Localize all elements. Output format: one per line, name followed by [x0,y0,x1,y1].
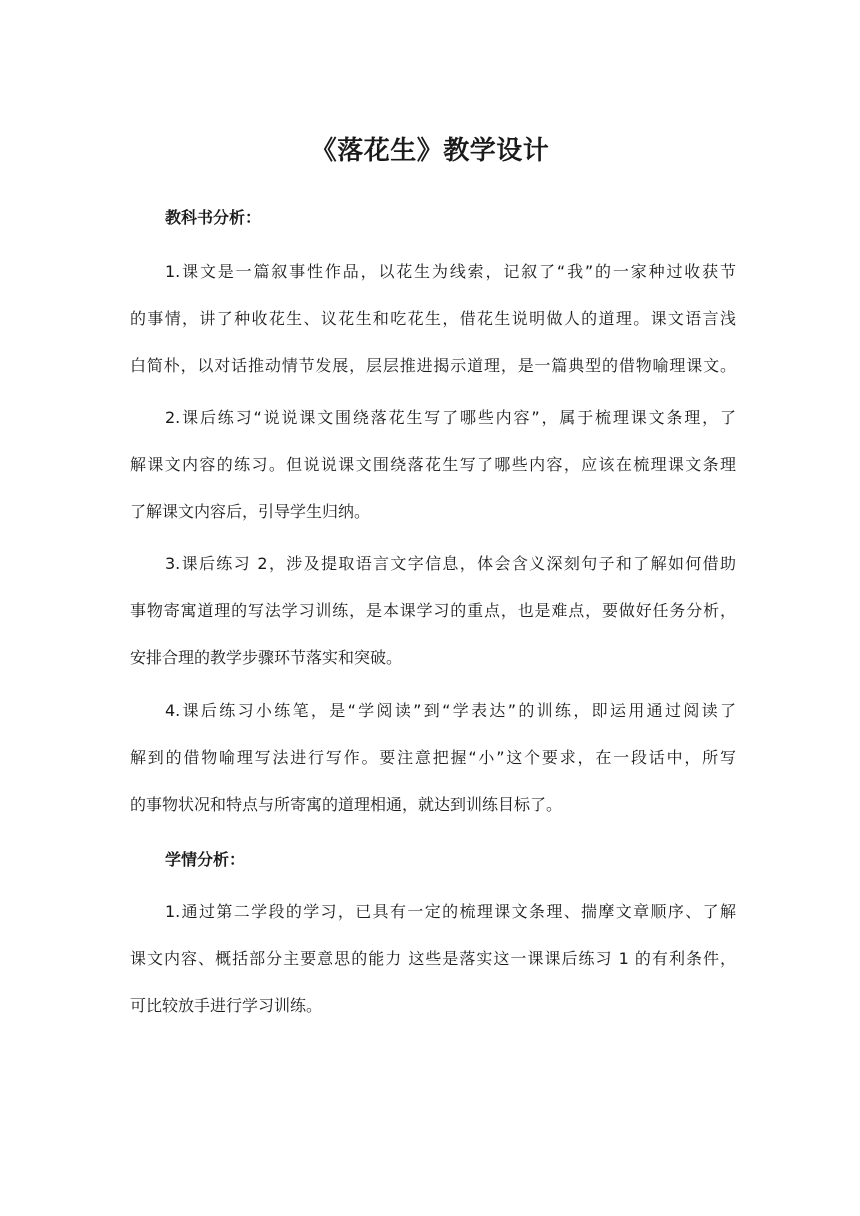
section-heading-learner-analysis: 学情分析： [165,850,246,869]
paragraph-textbook-1 [130,248,736,389]
paragraph-line: 解课文内容的练习。但说说课文围绕落花生写了哪些内容，应该在梳理课文条理 [130,455,736,474]
paragraph-line: 1.课文是一篇叙事性作品，以花生为线索，记叙了“我”的一家种过收获节 [165,262,736,281]
paragraph-line: 课文内容、概括部分主要意思的能力 这些是落实这一课课后练习 1 的有利条件， [130,949,736,968]
document-title: 《落花生》教学设计 [310,136,550,166]
paragraph-line: 的事情，讲了种收花生、议花生和吃花生，借花生说明做人的道理。课文语言浅 [130,309,736,328]
paragraph-line: 1.通过第二学段的学习，已具有一定的梳理课文条理、揣摩文章顺序、了解 [165,902,736,921]
paragraph-learner-1 [130,888,736,1029]
paragraph-line: 白简朴，以对话推动情节发展，层层推进揭示道理，是一篇典型的借物喻理课文。 [130,356,736,375]
paragraph-line: 解到的借物喻理写法进行写作。要注意把握“小”这个要求，在一段话中，所写 [130,748,736,767]
paragraph-line: 4.课后练习小练笔，是“学阅读”到“学表达”的训练，即运用通过阅读了 [165,701,736,720]
paragraph-line: 的事物状况和特点与所寄寓的道理相通，就达到训练目标了。 [130,795,563,814]
paragraph-line: 事物寄寓道理的写法学习训练，是本课学习的重点，也是难点，要做好任务分析， [130,601,736,620]
paragraph-textbook-4 [130,687,736,828]
paragraph-line: 了解课文内容后，引导学生归纳。 [130,502,371,521]
paragraph-textbook-2 [130,394,736,535]
section-heading-textbook-analysis: 教科书分析： [165,208,262,227]
paragraph-line: 可比较放手进行学习训练。 [130,996,323,1015]
paragraph-line: 2.课后练习“说说课文围绕落花生写了哪些内容”，属于梳理课文条理，了 [165,408,736,427]
paragraph-textbook-3 [130,540,736,681]
paragraph-line: 3.课后练习 2，涉及提取语言文字信息，体会含义深刻句子和了解如何借助 [165,554,736,573]
paragraph-line: 安排合理的教学步骤环节落实和突破。 [130,648,403,667]
